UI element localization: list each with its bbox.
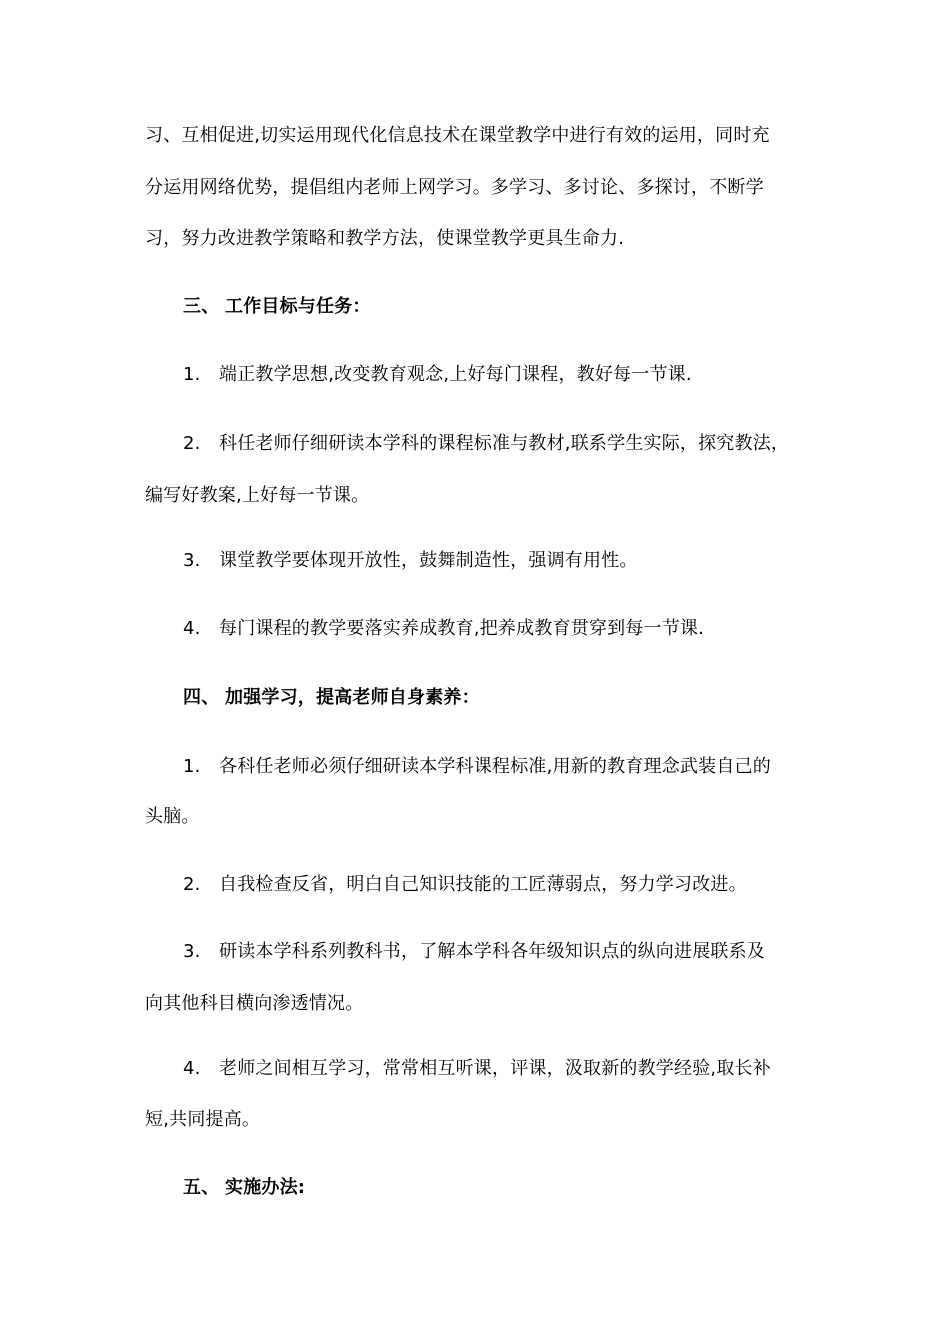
section-4-item-3-cont: 向其他科目横向渗透情况。 <box>145 993 364 1014</box>
item-number: 3. <box>183 941 201 962</box>
intro-line-2: 分运用网络优势，提倡组内老师上网学习。多学习、多讨论、多探讨，不断学 <box>145 177 764 198</box>
item-text: 每门课程的教学要落实养成教育,把养成教育贯穿到每一节课. <box>219 618 705 639</box>
item-number: 1. <box>183 756 201 777</box>
intro-line-1: 习、互相促进,切实运用现代化信息技术在课堂教学中进行有效的运用，同时充 <box>145 125 770 146</box>
item-number: 2. <box>183 874 201 895</box>
item-text: 科任老师仔细研读本学科的课程标准与教材,联系学生实际，探究教法， <box>219 433 790 454</box>
item-number: 3. <box>183 550 201 571</box>
item-text: 老师之间相互学习，常常相互听课，评课，汲取新的教学经验,取长补 <box>219 1058 771 1079</box>
item-number: 1. <box>183 364 201 385</box>
section-3-item-2-cont: 编写好教案,上好每一节课。 <box>145 485 370 506</box>
section-4-heading <box>183 686 480 710</box>
section-3-item-1 <box>183 363 692 387</box>
section-4-item-4-cont: 短,共同提高。 <box>145 1109 261 1130</box>
section-3-item-3 <box>183 549 638 573</box>
section-3-item-2 <box>183 432 789 456</box>
section-4-item-1 <box>183 755 771 779</box>
item-text: 各科任老师必须仔细研读本学科课程标准,用新的教育理念武装自己的 <box>219 756 771 777</box>
section-4-item-2 <box>183 873 747 897</box>
section-3-item-4 <box>183 617 704 641</box>
intro-line-3: 习，努力改进教学策略和教学方法，使课堂教学更具生命力. <box>145 228 625 249</box>
section-4-number: 四、 <box>183 687 220 708</box>
section-4-item-1-cont: 头脑。 <box>145 806 200 827</box>
item-number: 4. <box>183 1058 201 1079</box>
item-number: 4. <box>183 618 201 639</box>
section-4-item-3 <box>183 940 765 964</box>
section-4-item-4 <box>183 1057 771 1081</box>
item-text: 研读本学科系列教科书，了解本学科各年级知识点的纵向进展联系及 <box>219 941 765 962</box>
section-5-heading <box>183 1176 305 1200</box>
section-4-title: 加强学习，提高老师自身素养： <box>225 687 480 708</box>
item-text: 自我检查反省，明白自己知识技能的工匠薄弱点，努力学习改进。 <box>219 874 747 895</box>
section-5-number: 五、 <box>183 1177 220 1198</box>
section-3-number: 三、 <box>183 296 220 317</box>
section-5-title: 实施办法: <box>225 1177 306 1198</box>
section-3-heading <box>183 295 371 319</box>
item-text: 端正教学思想,改变教育观念,上好每门课程，教好每一节课. <box>219 364 692 385</box>
section-3-title: 工作目标与任务： <box>225 296 371 317</box>
item-text: 课堂教学要体现开放性，鼓舞制造性，强调有用性。 <box>219 550 638 571</box>
item-number: 2. <box>183 433 201 454</box>
